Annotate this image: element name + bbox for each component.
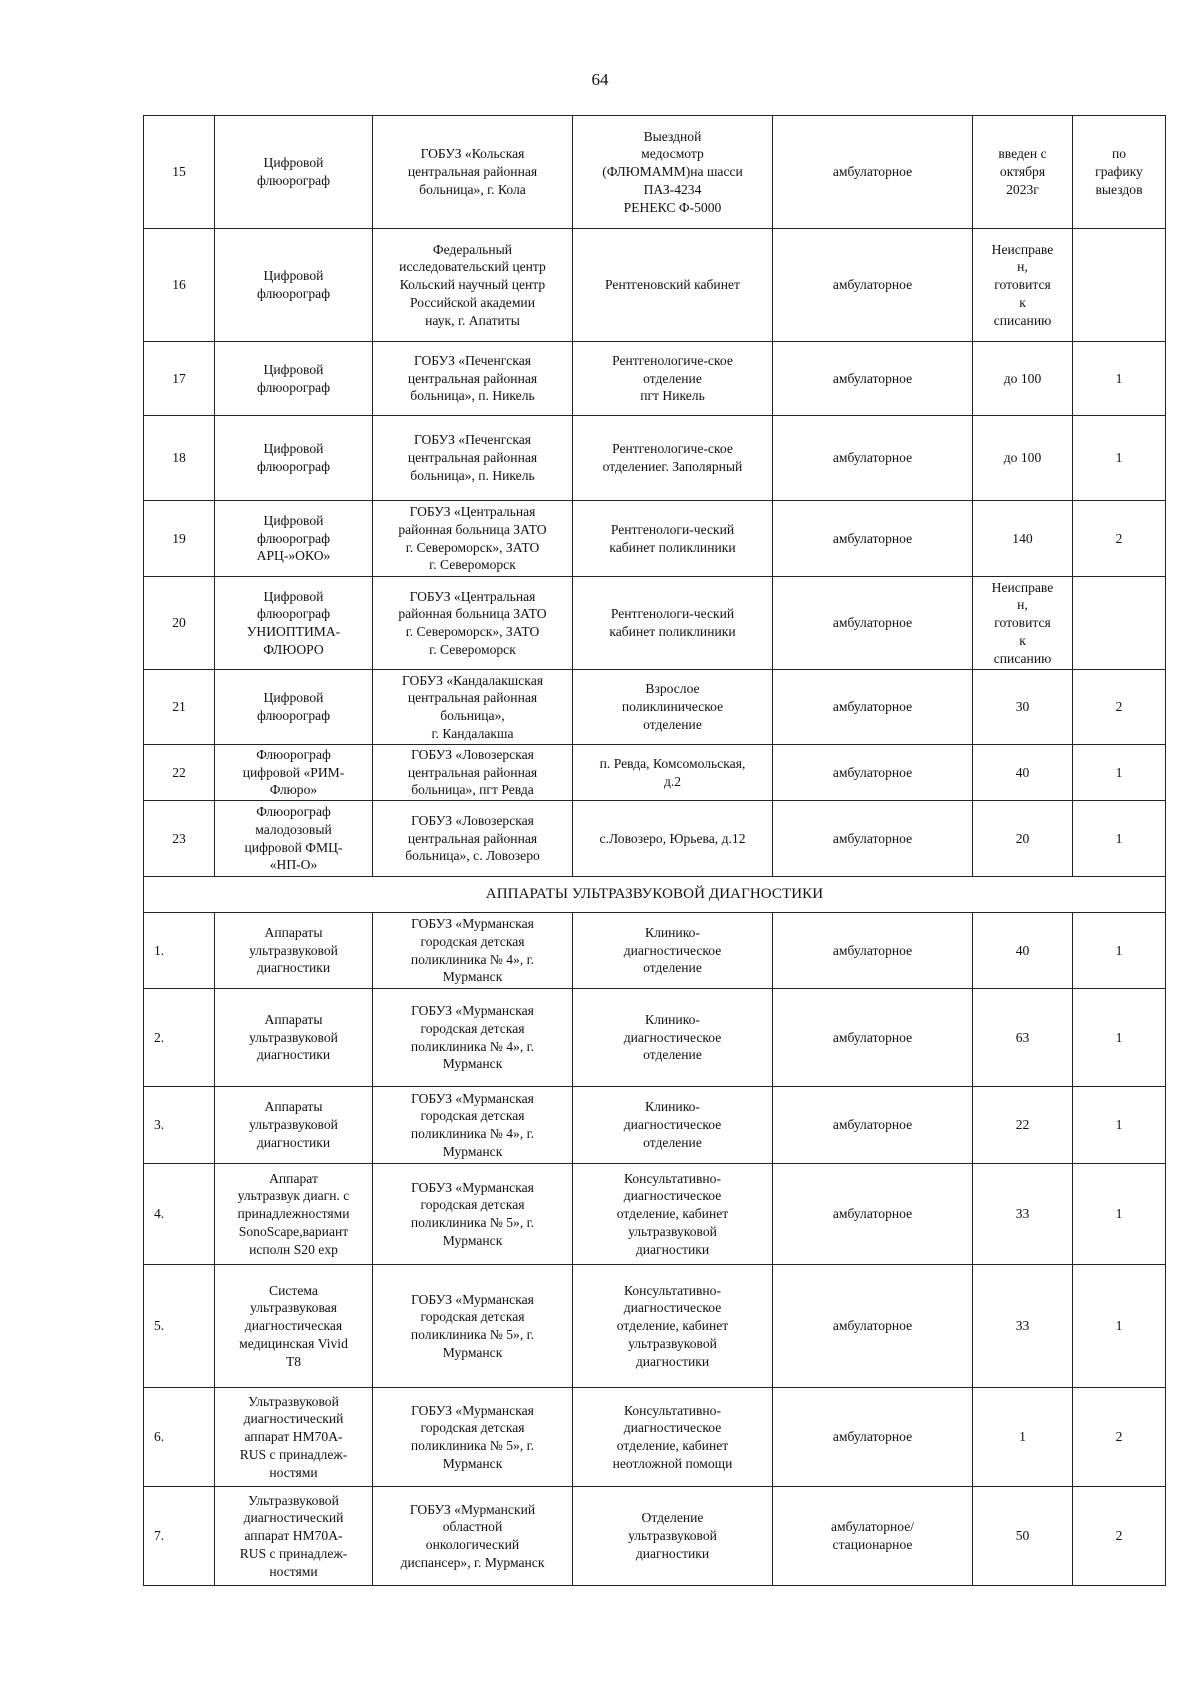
row-number: 15 — [144, 116, 215, 229]
department: Клинико- диагностическое отделение — [573, 989, 773, 1087]
organization: ГОБУЗ «Мурманская городская детская поликлиника № 4», г. Мурманск — [373, 989, 573, 1087]
workload: 40 — [973, 745, 1073, 801]
shifts: по графику выездов — [1073, 116, 1166, 229]
row-number: 4. — [144, 1164, 215, 1265]
table-row — [144, 342, 1166, 416]
table-row — [144, 801, 1166, 877]
device-name: Аппарат ультразвук диагн. с принадлежностями SonoScape,вариант исполн S20 exp — [215, 1164, 373, 1265]
shifts: 1 — [1073, 1164, 1166, 1265]
row-number: 22 — [144, 745, 215, 801]
table-row — [144, 501, 1166, 577]
organization: ГОБУЗ «Центральная районная больница ЗАТО г. Североморск», ЗАТО г. Североморск — [373, 501, 573, 577]
organization: ГОБУЗ «Мурманская городская детская поликлиника № 5», г. Мурманск — [373, 1265, 573, 1388]
department: Рентгенологи-ческий кабинет поликлиники — [573, 577, 773, 670]
shifts: 2 — [1073, 501, 1166, 577]
device-name: Аппараты ультразвуковой диагностики — [215, 989, 373, 1087]
table-row — [144, 670, 1166, 745]
workload: 33 — [973, 1265, 1073, 1388]
care-type: амбулаторное — [773, 229, 973, 342]
row-number: 7. — [144, 1487, 215, 1586]
care-type: амбулаторное — [773, 342, 973, 416]
table-row — [144, 229, 1166, 342]
care-type: амбулаторное — [773, 1388, 973, 1487]
department: Консультативно- диагностическое отделение, кабинет ультразвуковой диагностики — [573, 1164, 773, 1265]
workload: 40 — [973, 913, 1073, 989]
care-type: амбулаторное — [773, 501, 973, 577]
shifts: 1 — [1073, 342, 1166, 416]
device-name: Цифровой флюорограф — [215, 416, 373, 501]
table-row — [144, 745, 1166, 801]
table-row — [144, 1265, 1166, 1388]
care-type: амбулаторное — [773, 1087, 973, 1164]
workload: Неисправе н, готовится к списанию — [973, 577, 1073, 670]
workload: 20 — [973, 801, 1073, 877]
row-number: 6. — [144, 1388, 215, 1487]
department: Рентгенологиче-ское отделениег. Заполярный — [573, 416, 773, 501]
device-name: Цифровой флюорограф УНИОПТИМА- ФЛЮОРО — [215, 577, 373, 670]
department: Выездной медосмотр (ФЛЮМАММ)на шасси ПАЗ-4234 РЕНЕКС Ф-5000 — [573, 116, 773, 229]
care-type: амбулаторное — [773, 913, 973, 989]
organization: ГОБУЗ «Кольская центральная районная больница», г. Кола — [373, 116, 573, 229]
row-number: 16 — [144, 229, 215, 342]
device-name: Цифровой флюорограф — [215, 229, 373, 342]
organization: ГОБУЗ «Центральная районная больница ЗАТО г. Североморск», ЗАТО г. Североморск — [373, 577, 573, 670]
care-type: амбулаторное — [773, 670, 973, 745]
organization: ГОБУЗ «Кандалакшская центральная районная больница», г. Кандалакша — [373, 670, 573, 745]
department: с.Ловозеро, Юрьева, д.12 — [573, 801, 773, 877]
device-name: Цифровой флюорограф — [215, 342, 373, 416]
department: Рентгенологиче-ское отделение пгт Никель — [573, 342, 773, 416]
workload: до 100 — [973, 342, 1073, 416]
care-type: амбулаторное — [773, 801, 973, 877]
organization: ГОБУЗ «Печенгская центральная районная больница», п. Никель — [373, 342, 573, 416]
row-number: 3. — [144, 1087, 215, 1164]
shifts: 1 — [1073, 416, 1166, 501]
shifts: 2 — [1073, 1388, 1166, 1487]
organization: Федеральный исследовательский центр Кольский научный центр Российской академии наук, г. Апатиты — [373, 229, 573, 342]
care-type: амбулаторное — [773, 116, 973, 229]
workload: 63 — [973, 989, 1073, 1087]
shifts: 1 — [1073, 745, 1166, 801]
organization: ГОБУЗ «Мурманская городская детская поликлиника № 5», г. Мурманск — [373, 1388, 573, 1487]
organization: ГОБУЗ «Мурманская городская детская поликлиника № 4», г. Мурманск — [373, 1087, 573, 1164]
workload: Неисправе н, готовится к списанию — [973, 229, 1073, 342]
department: Отделение ультразвуковой диагностики — [573, 1487, 773, 1586]
row-number: 1. — [144, 913, 215, 989]
table-row — [144, 116, 1166, 229]
department: Клинико- диагностическое отделение — [573, 913, 773, 989]
organization: ГОБУЗ «Печенгская центральная районная больница», п. Никель — [373, 416, 573, 501]
table-row — [144, 416, 1166, 501]
device-name: Система ультразвуковая диагностическая медицинская Vivid T8 — [215, 1265, 373, 1388]
shifts: 1 — [1073, 989, 1166, 1087]
shifts: 2 — [1073, 1487, 1166, 1586]
table-row — [144, 913, 1166, 989]
device-name: Аппараты ультразвуковой диагностики — [215, 1087, 373, 1164]
department: Взрослое поликлиническое отделение — [573, 670, 773, 745]
device-name: Флюорограф цифровой «РИМ- Флюро» — [215, 745, 373, 801]
row-number: 23 — [144, 801, 215, 877]
device-name: Цифровой флюорограф — [215, 670, 373, 745]
shifts — [1073, 229, 1166, 342]
care-type: амбулаторное — [773, 745, 973, 801]
table-row — [144, 577, 1166, 670]
workload: введен с октября 2023г — [973, 116, 1073, 229]
table-row — [144, 989, 1166, 1087]
care-type: амбулаторное — [773, 1164, 973, 1265]
workload: 30 — [973, 670, 1073, 745]
section-header-row — [144, 877, 1166, 913]
care-type: амбулаторное — [773, 989, 973, 1087]
table-row — [144, 1087, 1166, 1164]
organization: ГОБУЗ «Ловозерская центральная районная больница», пгт Ревда — [373, 745, 573, 801]
organization: ГОБУЗ «Мурманская городская детская поликлиника № 5», г. Мурманск — [373, 1164, 573, 1265]
care-type: амбулаторное — [773, 416, 973, 501]
device-name: Ультразвуковой диагностический аппарат HM70A- RUS с принадлеж- ностями — [215, 1487, 373, 1586]
row-number: 18 — [144, 416, 215, 501]
row-number: 17 — [144, 342, 215, 416]
row-number: 21 — [144, 670, 215, 745]
page-number: 64 — [591, 70, 609, 89]
workload: 33 — [973, 1164, 1073, 1265]
department: Рентгеновский кабинет — [573, 229, 773, 342]
organization: ГОБУЗ «Мурманская городская детская поликлиника № 4», г. Мурманск — [373, 913, 573, 989]
table-row — [144, 1487, 1166, 1586]
row-number: 2. — [144, 989, 215, 1087]
device-name: Цифровой флюорограф — [215, 116, 373, 229]
row-number: 20 — [144, 577, 215, 670]
workload: до 100 — [973, 416, 1073, 501]
department: Рентгенологи-ческий кабинет поликлиники — [573, 501, 773, 577]
care-type: амбулаторное — [773, 577, 973, 670]
organization: ГОБУЗ «Ловозерская центральная районная больница», с. Ловозеро — [373, 801, 573, 877]
care-type: амбулаторное/ стационарное — [773, 1487, 973, 1586]
device-name: Флюорограф малодозовый цифровой ФМЦ- «НП-О» — [215, 801, 373, 877]
table-row — [144, 1388, 1166, 1487]
section-title: АППАРАТЫ УЛЬТРАЗВУКОВОЙ ДИАГНОСТИКИ — [144, 877, 1166, 913]
device-name: Аппараты ультразвуковой диагностики — [215, 913, 373, 989]
device-name: Цифровой флюорограф АРЦ-»ОКО» — [215, 501, 373, 577]
organization: ГОБУЗ «Мурманский областной онкологический диспансер», г. Мурманск — [373, 1487, 573, 1586]
shifts: 1 — [1073, 1087, 1166, 1164]
workload: 22 — [973, 1087, 1073, 1164]
department: п. Ревда, Комсомольская, д.2 — [573, 745, 773, 801]
equipment-table — [143, 115, 1166, 1586]
department: Консультативно- диагностическое отделение, кабинет неотложной помощи — [573, 1388, 773, 1487]
shifts — [1073, 577, 1166, 670]
workload: 1 — [973, 1388, 1073, 1487]
care-type: амбулаторное — [773, 1265, 973, 1388]
department: Консультативно- диагностическое отделение, кабинет ультразвуковой диагностики — [573, 1265, 773, 1388]
table-row — [144, 1164, 1166, 1265]
row-number: 5. — [144, 1265, 215, 1388]
row-number: 19 — [144, 501, 215, 577]
workload: 140 — [973, 501, 1073, 577]
shifts: 1 — [1073, 1265, 1166, 1388]
shifts: 2 — [1073, 670, 1166, 745]
workload: 50 — [973, 1487, 1073, 1586]
shifts: 1 — [1073, 801, 1166, 877]
shifts: 1 — [1073, 913, 1166, 989]
device-name: Ультразвуковой диагностический аппарат HM70A- RUS с принадлеж- ностями — [215, 1388, 373, 1487]
department: Клинико- диагностическое отделение — [573, 1087, 773, 1164]
